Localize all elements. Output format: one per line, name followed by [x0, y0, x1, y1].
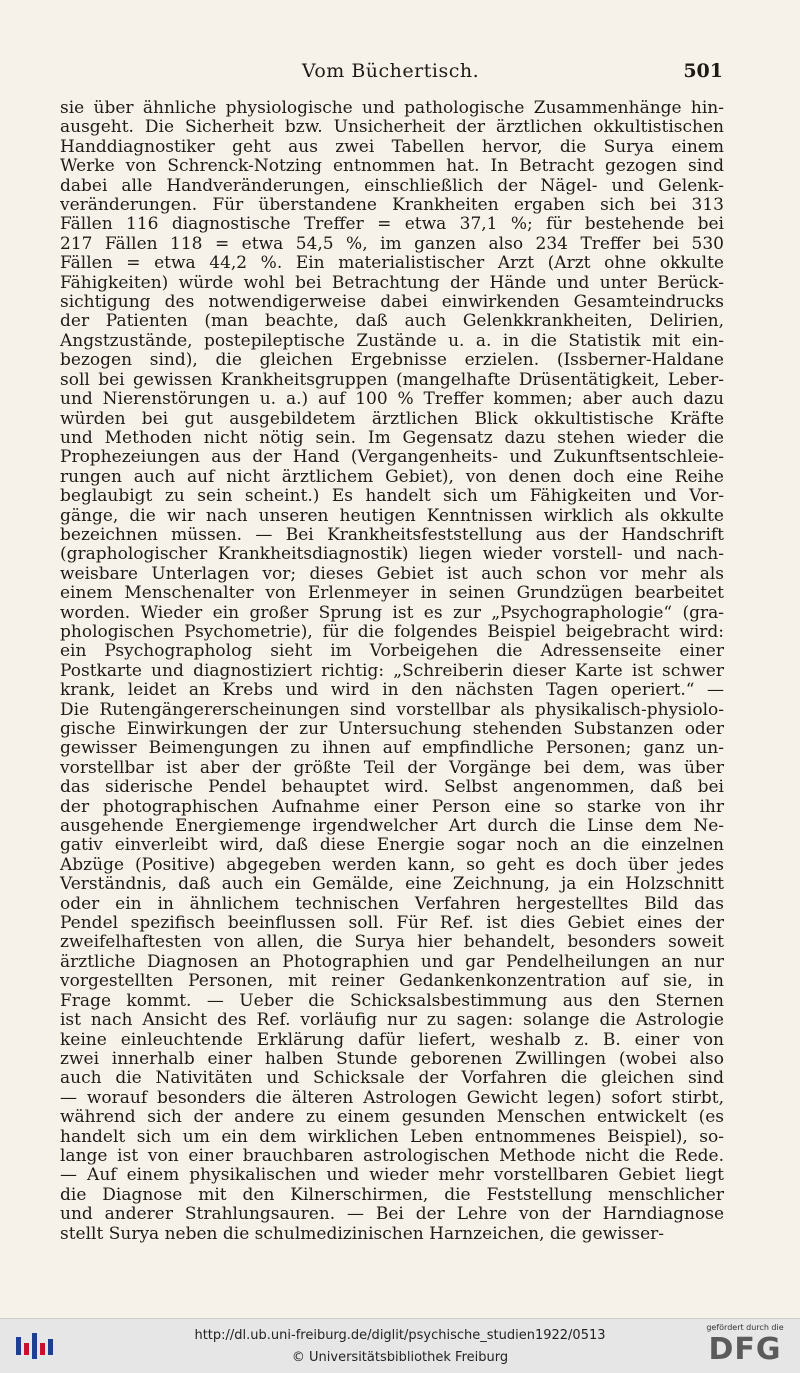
running-head: Vom Büchertisch. — [301, 60, 480, 82]
text-line: — worauf besonders die älteren Astrologen Gewicht legen) sofort stirbt, — [60, 1087, 724, 1108]
text-line: worden. Wieder ein großer Sprung ist es zur „Psychographologie“ (gra- — [60, 602, 724, 623]
text-line: Prophezeiungen aus der Hand (Vergangenheits- und Zukunftsentschleie- — [60, 447, 724, 468]
text-line: und Methoden nicht nötig sein. Im Gegensatz dazu stehen wieder die — [60, 427, 724, 448]
text-line: Fähigkeiten) würde wohl bei Betrachtung der Hände und unter Berück- — [60, 272, 724, 293]
text-line: die Diagnose mit den Kilnerschirmen, die Feststellung menschlicher — [60, 1184, 724, 1205]
text-line: sichtigung des notwendigerweise dabei einwirkenden Gesamteindrucks — [60, 292, 724, 313]
text-line: Verständnis, daß auch ein Gemälde, eine Zeichnung, ja ein Holzschnitt — [60, 874, 724, 895]
dfg-note: gefördert durch die — [706, 1323, 784, 1332]
text-line: ausgeht. Die Sicherheit bzw. Unsicherheit der ärztlichen okkultistischen — [60, 117, 724, 138]
text-line: bezogen sind), die gleichen Ergebnisse erzielen. (Issberner-Haldane — [60, 350, 724, 371]
text-line: dabei alle Handveränderungen, einschließlich der Nägel- und Gelenk- — [60, 175, 724, 196]
text-line: Fällen 116 diagnostische Treffer = etwa 37,1 %; für bestehende bei — [60, 214, 724, 235]
text-line: zweifelhaftesten von allen, die Surya hier behandelt, besonders soweit — [60, 932, 724, 953]
page-number: 501 — [683, 60, 723, 82]
text-line: — Auf einem physikalischen und wieder mehr vorstellbaren Gebiet liegt — [60, 1165, 724, 1186]
text-line: handelt sich um ein dem wirklichen Leben entnommenes Beispiel), so- — [60, 1126, 724, 1147]
text-line: weisbare Unterlagen vor; dieses Gebiet ist auch schon vor mehr als — [60, 563, 724, 584]
body-text — [60, 99, 724, 1244]
text-line: das siderische Pendel behauptet wird. Selbst angenommen, daß bei — [60, 777, 724, 798]
text-line: phologischen Psychometrie), für die folgendes Beispiel beigebracht wird: — [60, 621, 724, 642]
text-line: krank, leidet an Krebs und wird in den nächsten Tagen operiert.“ — — [60, 680, 724, 701]
text-line: Angstzustände, postepileptische Zustände u. a. in die Statistik mit ein- — [60, 330, 724, 351]
text-line: würden bei gut ausgebildetem ärztlichen Blick okkultistische Kräfte — [60, 408, 724, 429]
text-line: ist nach Ansicht des Ref. vorläufig nur zu sagen: solange die Astrologie — [60, 1010, 724, 1031]
page-header — [58, 60, 723, 90]
text-line: gänge, die wir nach unseren heutigen Kenntnissen wirklich als okkulte — [60, 505, 724, 526]
text-line: rungen auch auf nicht ärztlichem Gebiet), von denen doch eine Reihe — [60, 466, 724, 487]
text-line: vorstellbar ist aber der größte Teil der Vorgänge bei dem, was über — [60, 757, 724, 778]
permalink-url[interactable]: http://dl.ub.uni-freiburg.de/diglit/psychische_studien1922/0513 — [194, 1328, 606, 1343]
text-line: ärztliche Diagnosen an Photographien und gar Pendelheilungen an nur — [60, 951, 724, 972]
text-line: veränderungen. Für überstandene Krankheiten ergaben sich bei 313 — [60, 195, 724, 216]
text-line: Pendel spezifisch beeinflussen soll. Für Ref. ist dies Gebiet eines der — [60, 913, 724, 934]
text-line: zwei innerhalb einer halben Stunde geborenen Zwillingen (wobei also — [60, 1048, 724, 1069]
text-line: soll bei gewissen Krankheitsgruppen (mangelhafte Drüsentätigkeit, Leber- — [60, 369, 724, 390]
text-line: (graphologischer Krankheitsdiagnostik) liegen wieder vorstell- und nach- — [60, 544, 724, 565]
text-line: Die Rutengängererscheinungen sind vorstellbar als physikalisch-physiolo- — [60, 699, 724, 720]
text-line: gativ einverleibt wird, daß diese Energie sogar noch an die einzelnen — [60, 835, 724, 856]
text-line: auch die Nativitäten und Schicksale der Vorfahren die gleichen sind — [60, 1068, 724, 1089]
text-line: der photographischen Aufnahme einer Person eine so starke von ihr — [60, 796, 724, 817]
dfg-logo-text: DFG — [708, 1332, 782, 1367]
text-line: während sich der andere zu einem gesunden Menschen entwickelt (es — [60, 1107, 724, 1128]
text-line: Frage kommt. — Ueber die Schicksalsbestimmung aus den Sternen — [60, 990, 724, 1011]
dfg-funding-logo — [702, 1323, 788, 1367]
text-line: oder ein in ähnlichem technischen Verfahren hergestelltes Bild das — [60, 893, 724, 914]
text-line: Fällen = etwa 44,2 %. Ein materialistischer Arzt (Arzt ohne okkulte — [60, 253, 724, 274]
text-line: 217 Fällen 118 = etwa 54,5 %, im ganzen also 234 Treffer bei 530 — [60, 233, 724, 254]
text-line: beglaubigt zu sein scheint.) Es handelt sich um Fähigkeiten und Vor- — [60, 486, 724, 507]
text-line: Postkarte und diagnostiziert richtig: „Schreiberin dieser Karte ist schwer — [60, 660, 724, 681]
text-line: gewisser Beimengungen zu ihnen auf empfindliche Personen; ganz un- — [60, 738, 724, 759]
viewer-footer — [0, 1318, 800, 1373]
text-line: ausgehende Energiemenge irgendwelcher Art durch die Linse dem Ne- — [60, 816, 724, 837]
text-line: Werke von Schrenck-Notzing entnommen hat. In Betracht gezogen sind — [60, 156, 724, 177]
text-line: einem Menschenalter von Erlenmeyer in seinen Grundzügen bearbeitet — [60, 583, 724, 604]
text-line: Handdiagnostiker geht aus zwei Tabellen hervor, die Surya einem — [60, 136, 724, 157]
text-line: Abzüge (Positive) abgegeben werden kann, so geht es doch über jedes — [60, 854, 724, 875]
text-line: lange ist von einer brauchbaren astrologischen Methode nicht die Rede. — [60, 1145, 724, 1166]
text-line: ein Psychographolog sieht im Vorbeigehen die Adressenseite einer — [60, 641, 724, 662]
text-line: bezeichnen müssen. — Bei Krankheitsfeststellung aus der Handschrift — [60, 524, 724, 545]
text-line: und anderer Strahlungsauren. — Bei der Lehre von der Harndiagnose — [60, 1204, 724, 1225]
copyright-notice: © Universitätsbibliothek Freiburg — [291, 1350, 509, 1365]
text-line: stellt Surya neben die schulmedizinischen Harnzeichen, die gewisser- — [60, 1223, 665, 1244]
text-line: sie über ähnliche physiologische und pathologische Zusammenhänge hin- — [60, 98, 724, 118]
text-line: und Nierenstörungen u. a.) auf 100 % Treffer kommen; aber auch dazu — [60, 389, 724, 410]
text-line: gische Einwirkungen der zur Untersuchung stehenden Substanzen oder — [60, 719, 724, 739]
text-line: keine einleuchtende Erklärung dafür liefert, weshalb z. B. einer von — [60, 1029, 724, 1050]
text-line: vorgestellten Personen, mit reiner Gedankenkonzentration auf sie, in — [60, 971, 724, 992]
text-line: der Patienten (man beachte, daß auch Gelenkkrankheiten, Delirien, — [60, 311, 724, 332]
